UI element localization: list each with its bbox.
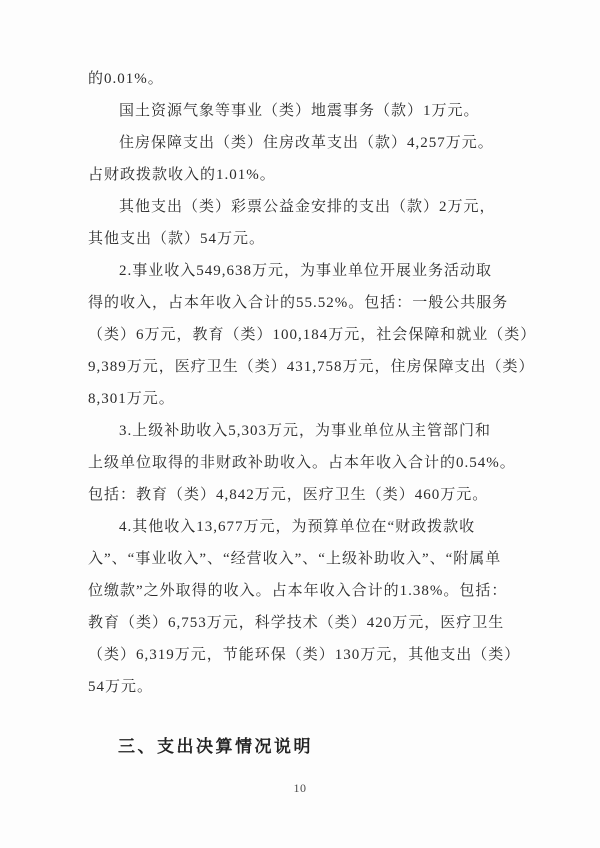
text-line: （类）6,319万元，节能环保（类）130万元，其他支出（类） (88, 647, 521, 663)
text-line: 得的收入，占本年收入合计的55.52%。包括：一般公共服务 (88, 295, 509, 311)
text-line: 3.上级补助收入5,303万元，为事业单位从主管部门和 (119, 423, 492, 439)
text-line: 入”、“事业收入”、“经营收入”、“上级补助收入”、“附属单 (88, 551, 502, 567)
page-number: 10 (293, 781, 307, 795)
text-line: 9,389万元，医疗卫生（类）431,758万元，住房保障支出（类） (88, 359, 535, 375)
text-line: 4.其他收入13,677万元，为预算单位在“财政拨款收 (119, 519, 476, 535)
body-text (88, 63, 540, 703)
text-line: 上级单位取得的非财政补助收入。占本年收入合计的0.54%。 (88, 455, 516, 471)
section-heading: 三、支出决算情况说明 (118, 737, 313, 756)
text-line: 包括：教育（类）4,842万元，医疗卫生（类）460万元。 (88, 487, 489, 503)
text-line: 国土资源气象等事业（类）地震事务（款）1万元。 (119, 103, 480, 119)
text-line: 的0.01%。 (88, 71, 164, 87)
text-line: 占财政拨款收入的1.01%。 (88, 167, 276, 183)
text-line: 教育（类）6,753万元，科学技术（类）420万元，医疗卫生 (88, 615, 505, 631)
text-line: 8,301万元。 (88, 391, 175, 407)
text-line: 54万元。 (88, 679, 154, 695)
text-line: （类）6万元，教育（类）100,184万元，社会保障和就业（类） (88, 327, 537, 343)
text-line: 住房保障支出（类）住房改革支出（款）4,257万元。 (119, 135, 494, 151)
text-line: 其他支出（款）54万元。 (88, 231, 266, 247)
text-line: 位缴款”之外取得的收入。占本年收入合计的1.38%。包括： (88, 583, 508, 599)
text-line: 其他支出（类）彩票公益金安排的支出（款）2万元， (119, 199, 496, 215)
text-line: 2.事业收入549,638万元，为事业单位开展业务活动取 (119, 263, 493, 279)
